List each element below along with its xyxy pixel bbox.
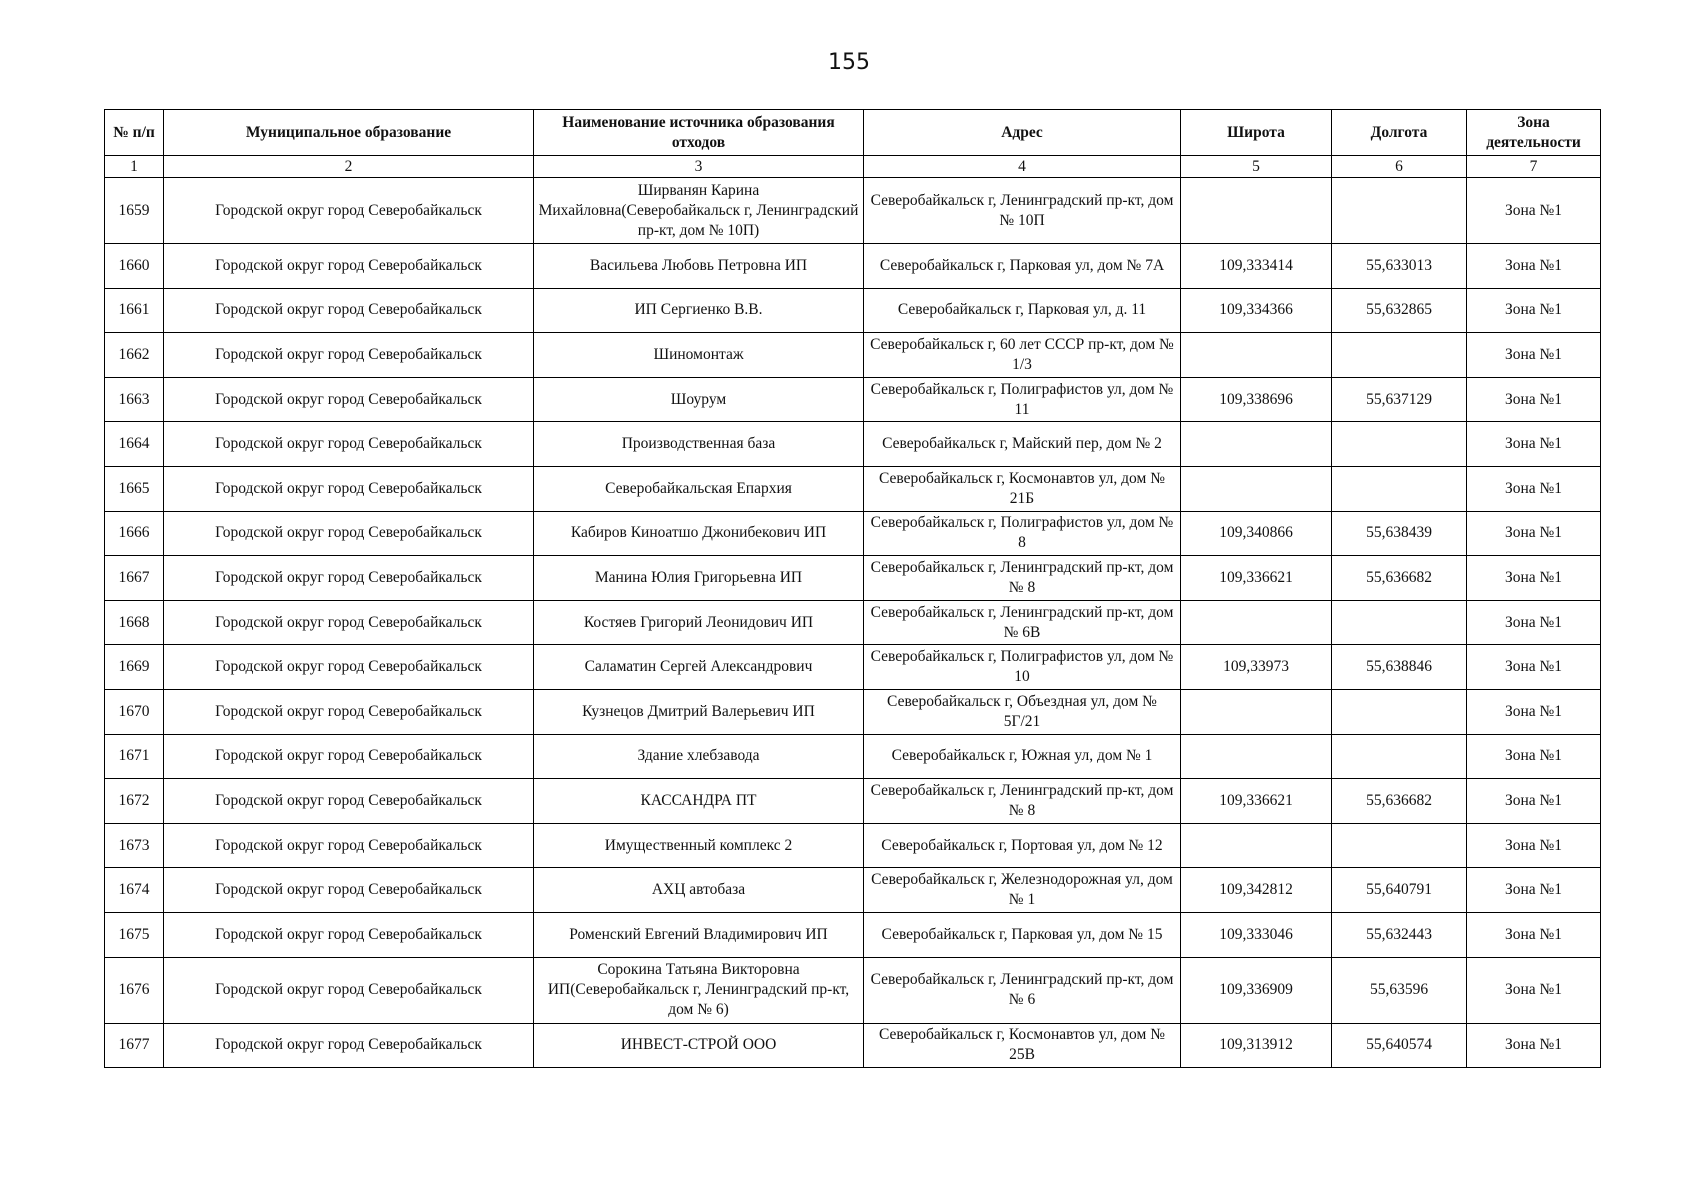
- municipality-cell: Городской округ город Северобайкальск: [164, 645, 534, 690]
- source-name-cell: ИП Сергиенко В.В.: [534, 288, 864, 333]
- address-cell: Северобайкальск г, Парковая ул, дом № 15: [864, 912, 1181, 957]
- row-number-cell: 1666: [105, 511, 164, 556]
- row-number-cell: 1661: [105, 288, 164, 333]
- table-row: [105, 1023, 1601, 1068]
- longitude-cell: 55,637129: [1332, 377, 1467, 422]
- latitude-cell: [1181, 178, 1332, 244]
- address-cell: Северобайкальск г, Южная ул, дом № 1: [864, 734, 1181, 779]
- header-cell: Наименование источника образования отходов: [534, 110, 864, 156]
- row-number-cell: 1663: [105, 377, 164, 422]
- address-cell: Северобайкальск г, Объездная ул, дом № 5Г/21: [864, 689, 1181, 734]
- zone-cell: Зона №1: [1467, 288, 1601, 333]
- column-number: 6: [1332, 156, 1467, 178]
- address-cell: Северобайкальск г, Парковая ул, дом № 7А: [864, 244, 1181, 289]
- zone-cell: Зона №1: [1467, 734, 1601, 779]
- latitude-cell: 109,313912: [1181, 1023, 1332, 1068]
- municipality-cell: Городской округ город Северобайкальск: [164, 288, 534, 333]
- address-cell: Северобайкальск г, Железнодорожная ул, дом № 1: [864, 868, 1181, 913]
- latitude-cell: 109,342812: [1181, 868, 1332, 913]
- latitude-cell: 109,333046: [1181, 912, 1332, 957]
- source-name-cell: Кузнецов Дмитрий Валерьевич ИП: [534, 689, 864, 734]
- header-cell: № п/п: [105, 110, 164, 156]
- latitude-cell: 109,338696: [1181, 377, 1332, 422]
- longitude-cell: 55,632865: [1332, 288, 1467, 333]
- address-cell: Северобайкальск г, Полиграфистов ул, дом № 10: [864, 645, 1181, 690]
- latitude-cell: 109,336621: [1181, 779, 1332, 824]
- table-row: [105, 600, 1601, 645]
- waste-sources-table: [104, 109, 1601, 1068]
- zone-cell: Зона №1: [1467, 178, 1601, 244]
- row-number-cell: 1662: [105, 333, 164, 378]
- latitude-cell: [1181, 600, 1332, 645]
- source-name-cell: АХЦ автобаза: [534, 868, 864, 913]
- address-cell: Северобайкальск г, Полиграфистов ул, дом № 11: [864, 377, 1181, 422]
- row-number-cell: 1671: [105, 734, 164, 779]
- longitude-cell: 55,638846: [1332, 645, 1467, 690]
- column-number-row: [105, 156, 1601, 178]
- source-name-cell: Манина Юлия Григорьевна ИП: [534, 556, 864, 601]
- longitude-cell: [1332, 422, 1467, 467]
- table-row: [105, 556, 1601, 601]
- column-number: 4: [864, 156, 1181, 178]
- row-number-cell: 1659: [105, 178, 164, 244]
- longitude-cell: [1332, 333, 1467, 378]
- longitude-cell: [1332, 466, 1467, 511]
- table-row: [105, 244, 1601, 289]
- address-cell: Северобайкальск г, Парковая ул, д. 11: [864, 288, 1181, 333]
- address-cell: Северобайкальск г, 60 лет СССР пр-кт, дом № 1/3: [864, 333, 1181, 378]
- municipality-cell: Городской округ город Северобайкальск: [164, 868, 534, 913]
- table-body: [105, 178, 1601, 1068]
- source-name-cell: Северобайкальская Епархия: [534, 466, 864, 511]
- municipality-cell: Городской округ город Северобайкальск: [164, 600, 534, 645]
- longitude-cell: 55,633013: [1332, 244, 1467, 289]
- municipality-cell: Городской округ город Северобайкальск: [164, 244, 534, 289]
- zone-cell: Зона №1: [1467, 645, 1601, 690]
- zone-cell: Зона №1: [1467, 422, 1601, 467]
- source-name-cell: Саламатин Сергей Александрович: [534, 645, 864, 690]
- longitude-cell: [1332, 734, 1467, 779]
- row-number-cell: 1673: [105, 823, 164, 868]
- zone-cell: Зона №1: [1467, 779, 1601, 824]
- zone-cell: Зона №1: [1467, 511, 1601, 556]
- longitude-cell: 55,640791: [1332, 868, 1467, 913]
- source-name-cell: Ширванян Карина Михайловна(Северобайкальск г, Ленинградский пр-кт, дом № 10П): [534, 178, 864, 244]
- latitude-cell: 109,334366: [1181, 288, 1332, 333]
- source-name-cell: Васильева Любовь Петровна ИП: [534, 244, 864, 289]
- row-number-cell: 1667: [105, 556, 164, 601]
- table-row: [105, 779, 1601, 824]
- zone-cell: Зона №1: [1467, 912, 1601, 957]
- municipality-cell: Городской округ город Северобайкальск: [164, 957, 534, 1023]
- table-row: [105, 645, 1601, 690]
- source-name-cell: Шиномонтаж: [534, 333, 864, 378]
- address-cell: Северобайкальск г, Майский пер, дом № 2: [864, 422, 1181, 467]
- address-cell: Северобайкальск г, Ленинградский пр-кт, дом № 8: [864, 556, 1181, 601]
- municipality-cell: Городской округ город Северобайкальск: [164, 912, 534, 957]
- table-row: [105, 823, 1601, 868]
- zone-cell: Зона №1: [1467, 1023, 1601, 1068]
- table-row: [105, 868, 1601, 913]
- longitude-cell: [1332, 178, 1467, 244]
- longitude-cell: 55,636682: [1332, 556, 1467, 601]
- latitude-cell: [1181, 333, 1332, 378]
- zone-cell: Зона №1: [1467, 600, 1601, 645]
- header-cell: Широта: [1181, 110, 1332, 156]
- row-number-cell: 1670: [105, 689, 164, 734]
- latitude-cell: 109,336909: [1181, 957, 1332, 1023]
- table-row: [105, 333, 1601, 378]
- row-number-cell: 1675: [105, 912, 164, 957]
- address-cell: Северобайкальск г, Ленинградский пр-кт, дом № 6: [864, 957, 1181, 1023]
- header-cell: Зона деятельности: [1467, 110, 1601, 156]
- row-number-cell: 1668: [105, 600, 164, 645]
- municipality-cell: Городской округ город Северобайкальск: [164, 422, 534, 467]
- header-cell: Муниципальное образование: [164, 110, 534, 156]
- longitude-cell: [1332, 600, 1467, 645]
- longitude-cell: 55,640574: [1332, 1023, 1467, 1068]
- latitude-cell: [1181, 689, 1332, 734]
- source-name-cell: Шоурум: [534, 377, 864, 422]
- municipality-cell: Городской округ город Северобайкальск: [164, 556, 534, 601]
- row-number-cell: 1664: [105, 422, 164, 467]
- zone-cell: Зона №1: [1467, 466, 1601, 511]
- latitude-cell: 109,336621: [1181, 556, 1332, 601]
- municipality-cell: Городской округ город Северобайкальск: [164, 178, 534, 244]
- latitude-cell: 109,340866: [1181, 511, 1332, 556]
- table-row: [105, 422, 1601, 467]
- row-number-cell: 1676: [105, 957, 164, 1023]
- column-number: 2: [164, 156, 534, 178]
- zone-cell: Зона №1: [1467, 377, 1601, 422]
- municipality-cell: Городской округ город Северобайкальск: [164, 1023, 534, 1068]
- longitude-cell: 55,632443: [1332, 912, 1467, 957]
- source-name-cell: Костяев Григорий Леонидович ИП: [534, 600, 864, 645]
- municipality-cell: Городской округ город Северобайкальск: [164, 823, 534, 868]
- source-name-cell: Сорокина Татьяна Викторовна ИП(Северобайкальск г, Ленинградский пр-кт, дом № 6): [534, 957, 864, 1023]
- table-row: [105, 288, 1601, 333]
- municipality-cell: Городской округ город Северобайкальск: [164, 779, 534, 824]
- latitude-cell: [1181, 422, 1332, 467]
- longitude-cell: 55,63596: [1332, 957, 1467, 1023]
- zone-cell: Зона №1: [1467, 689, 1601, 734]
- zone-cell: Зона №1: [1467, 556, 1601, 601]
- source-name-cell: Роменский Евгений Владимирович ИП: [534, 912, 864, 957]
- table-row: [105, 511, 1601, 556]
- page-number: 155: [828, 50, 870, 75]
- header-row: [105, 110, 1601, 156]
- row-number-cell: 1660: [105, 244, 164, 289]
- source-name-cell: Имущественный комплекс 2: [534, 823, 864, 868]
- address-cell: Северобайкальск г, Ленинградский пр-кт, дом № 6В: [864, 600, 1181, 645]
- row-number-cell: 1669: [105, 645, 164, 690]
- zone-cell: Зона №1: [1467, 957, 1601, 1023]
- latitude-cell: [1181, 466, 1332, 511]
- table-row: [105, 734, 1601, 779]
- table-row: [105, 912, 1601, 957]
- longitude-cell: [1332, 689, 1467, 734]
- column-number: 1: [105, 156, 164, 178]
- row-number-cell: 1665: [105, 466, 164, 511]
- municipality-cell: Городской округ город Северобайкальск: [164, 333, 534, 378]
- table-row: [105, 178, 1601, 244]
- column-number: 3: [534, 156, 864, 178]
- address-cell: Северобайкальск г, Ленинградский пр-кт, дом № 10П: [864, 178, 1181, 244]
- municipality-cell: Городской округ город Северобайкальск: [164, 377, 534, 422]
- municipality-cell: Городской округ город Северобайкальск: [164, 511, 534, 556]
- zone-cell: Зона №1: [1467, 333, 1601, 378]
- source-name-cell: КАССАНДРА ПТ: [534, 779, 864, 824]
- row-number-cell: 1674: [105, 868, 164, 913]
- latitude-cell: [1181, 823, 1332, 868]
- header-cell: Долгота: [1332, 110, 1467, 156]
- zone-cell: Зона №1: [1467, 868, 1601, 913]
- municipality-cell: Городской округ город Северобайкальск: [164, 689, 534, 734]
- source-name-cell: Здание хлебзавода: [534, 734, 864, 779]
- column-number: 5: [1181, 156, 1332, 178]
- latitude-cell: [1181, 734, 1332, 779]
- longitude-cell: 55,636682: [1332, 779, 1467, 824]
- row-number-cell: 1677: [105, 1023, 164, 1068]
- municipality-cell: Городской округ город Северобайкальск: [164, 466, 534, 511]
- address-cell: Северобайкальск г, Ленинградский пр-кт, дом № 8: [864, 779, 1181, 824]
- address-cell: Северобайкальск г, Космонавтов ул, дом № 21Б: [864, 466, 1181, 511]
- table-row: [105, 957, 1601, 1023]
- address-cell: Северобайкальск г, Полиграфистов ул, дом № 8: [864, 511, 1181, 556]
- longitude-cell: 55,638439: [1332, 511, 1467, 556]
- latitude-cell: 109,33973: [1181, 645, 1332, 690]
- table-row: [105, 377, 1601, 422]
- address-cell: Северобайкальск г, Портовая ул, дом № 12: [864, 823, 1181, 868]
- latitude-cell: 109,333414: [1181, 244, 1332, 289]
- zone-cell: Зона №1: [1467, 244, 1601, 289]
- header-cell: Адрес: [864, 110, 1181, 156]
- longitude-cell: [1332, 823, 1467, 868]
- column-number: 7: [1467, 156, 1601, 178]
- source-name-cell: ИНВЕСТ-СТРОЙ ООО: [534, 1023, 864, 1068]
- source-name-cell: Производственная база: [534, 422, 864, 467]
- table-row: [105, 689, 1601, 734]
- zone-cell: Зона №1: [1467, 823, 1601, 868]
- row-number-cell: 1672: [105, 779, 164, 824]
- table-row: [105, 466, 1601, 511]
- municipality-cell: Городской округ город Северобайкальск: [164, 734, 534, 779]
- address-cell: Северобайкальск г, Космонавтов ул, дом № 25В: [864, 1023, 1181, 1068]
- source-name-cell: Кабиров Киноатшо Джонибекович ИП: [534, 511, 864, 556]
